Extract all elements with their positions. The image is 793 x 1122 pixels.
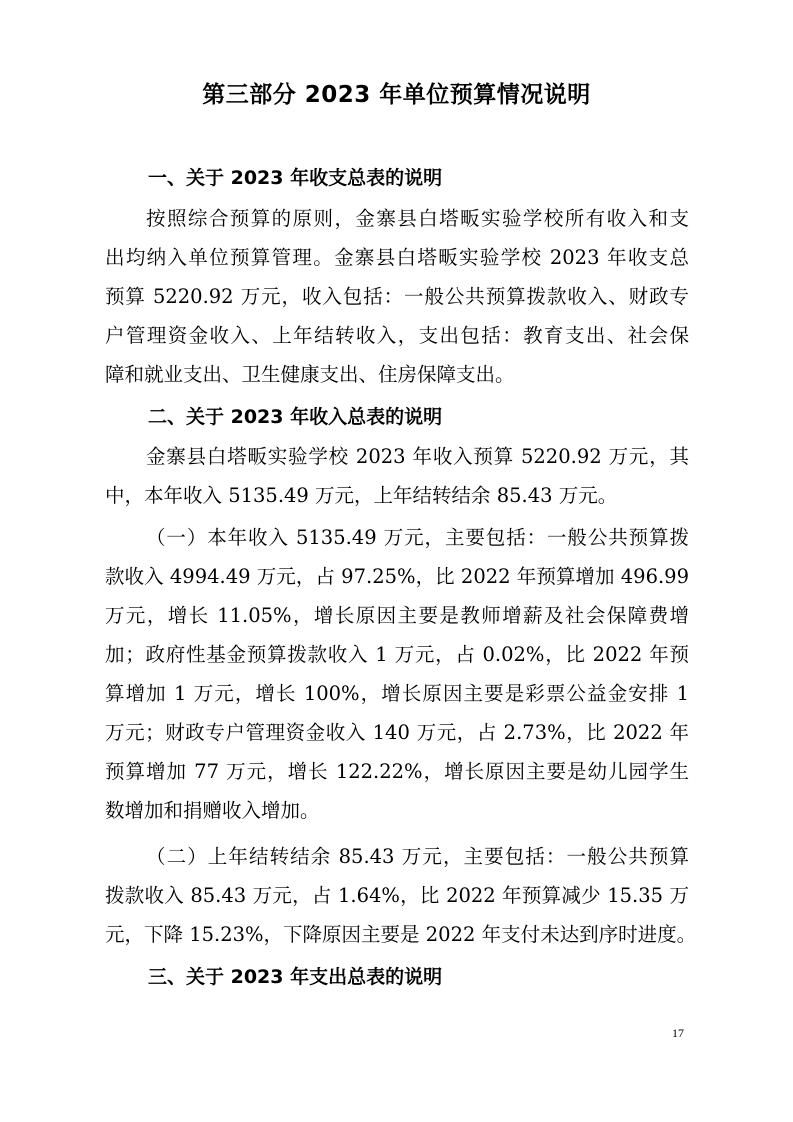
section2-para1-line: 万元；财政专户管理资金收入 140 万元，占 2.73%，比 2022 年 — [105, 721, 689, 744]
section1-line: 出均纳入单位预算管理。金寨县白塔畈实验学校 2023 年收支总 — [105, 246, 689, 269]
section2-para2-line: 元，下降 15.23%，下降原因主要是 2022 年支付未达到序时进度。 — [105, 923, 697, 946]
section3-heading: 三、关于 2023 年支出总表的说明 — [148, 966, 443, 988]
section2-para1-line: 预算增加 77 万元，增长 122.22%，增长原因主要是幼儿园学生 — [105, 760, 689, 783]
section1-line: 预算 5220.92 万元，收入包括：一般公共预算拨款收入、财政专 — [105, 285, 689, 308]
section2-para2-line: （二）上年结转结余 85.43 万元，主要包括：一般公共预算 — [146, 845, 689, 868]
section1-heading: 一、关于 2023 年收支总表的说明 — [148, 167, 443, 189]
section2-para1-line: 数增加和捐赠收入增加。 — [105, 799, 320, 822]
section2-intro-line: 金寨县白塔畈实验学校 2023 年收入预算 5220.92 万元，其 — [146, 445, 689, 468]
section2-para1-line: 万元，增长 11.05%，增长原因主要是教师增薪及社会保障费增 — [105, 604, 689, 627]
page-number: 17 — [672, 1026, 684, 1040]
section1-line: 障和就业支出、卫生健康支出、住房保障支出。 — [105, 363, 515, 386]
section2-para1-line: （一）本年收入 5135.49 万元，主要包括：一般公共预算拨 — [146, 526, 689, 549]
section2-para2-line: 拨款收入 85.43 万元，占 1.64%，比 2022 年预算减少 15.35 万 — [105, 884, 689, 907]
section2-para1-line: 加；政府性基金预算拨款收入 1 万元，占 0.02%，比 2022 年预 — [105, 643, 689, 666]
section2-heading: 二、关于 2023 年收入总表的说明 — [148, 406, 443, 428]
section2-para1-line: 算增加 1 万元，增长 100%，增长原因主要是彩票公益金安排 1 — [105, 682, 689, 705]
section1-line: 按照综合预算的原则，金寨县白塔畈实验学校所有收入和支 — [146, 207, 689, 230]
section1-line: 户管理资金收入、上年结转收入，支出包括：教育支出、社会保 — [105, 324, 689, 347]
page-title: 第三部分 2023 年单位预算情况说明 — [202, 82, 591, 108]
section2-intro-line: 中，本年收入 5135.49 万元，上年结转结余 85.43 万元。 — [105, 484, 618, 507]
section2-para1-line: 款收入 4994.49 万元，占 97.25%，比 2022 年预算增加 496.99 — [105, 565, 689, 588]
